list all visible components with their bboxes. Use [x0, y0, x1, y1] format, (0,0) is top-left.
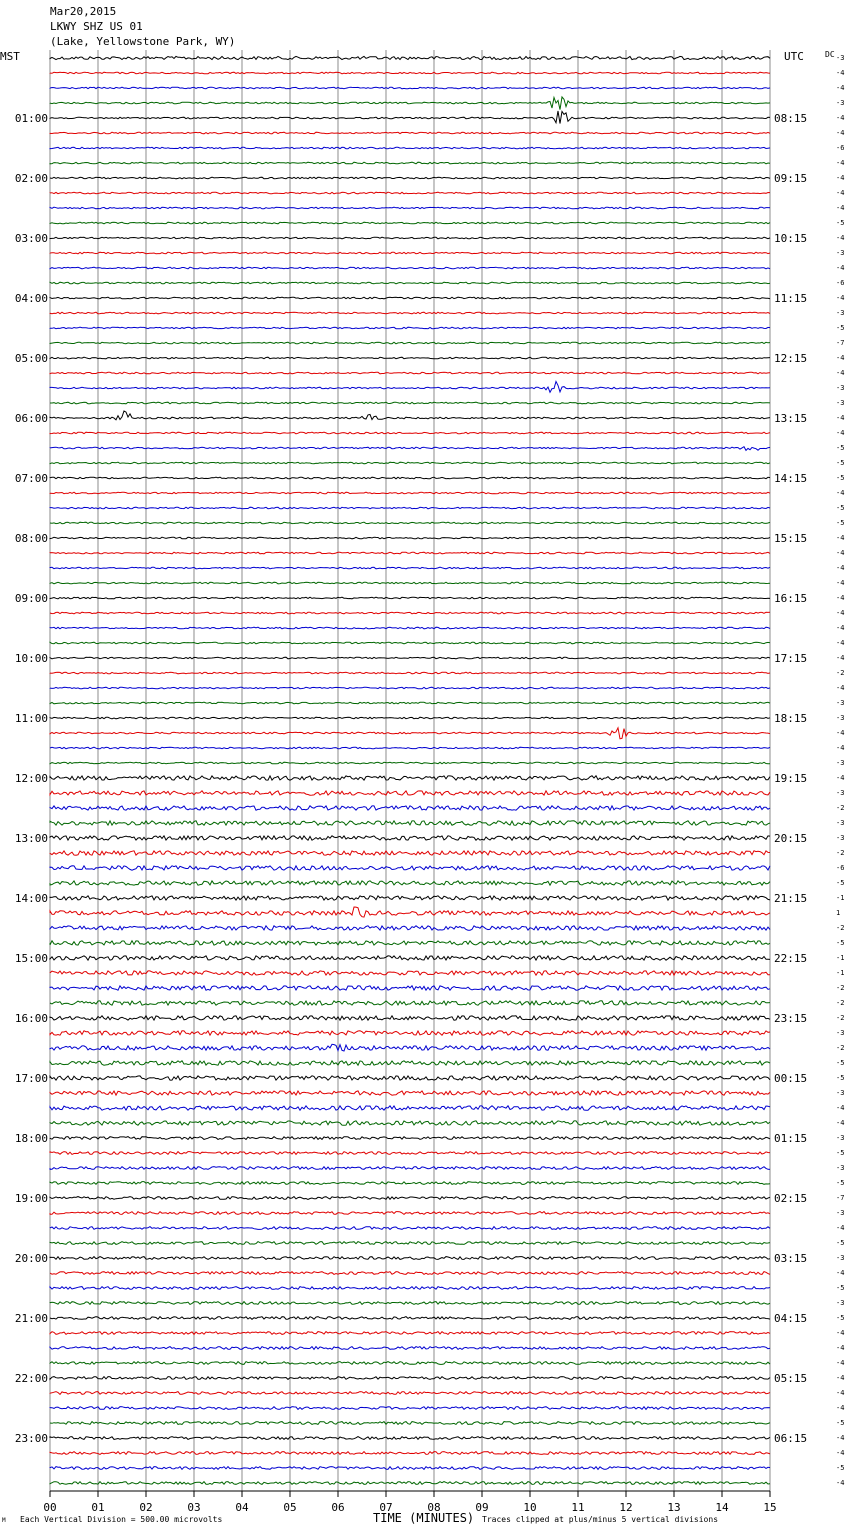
trace-59	[50, 926, 770, 930]
trace-24	[50, 402, 770, 404]
left-hour-label-1: 01:00	[14, 112, 48, 125]
left-hour-label-2: 02:00	[14, 172, 48, 185]
dc-offset-83: -5	[836, 1284, 845, 1292]
axis-labels	[15, 54, 845, 1514]
right-hour-label-12: 19:15	[774, 772, 808, 785]
right-hour-label-21: 04:15	[774, 1312, 808, 1325]
dc-offset-77: -7	[836, 1194, 845, 1202]
dc-offset-72: -4	[836, 1119, 845, 1127]
trace-79	[50, 1227, 770, 1230]
trace-32	[50, 522, 770, 524]
dc-offset-18: -3	[836, 309, 845, 317]
dc-offset-56: -5	[836, 879, 845, 887]
trace-66	[50, 1031, 770, 1035]
dc-offset-26: -4	[836, 429, 845, 437]
dc-offset-21: -4	[836, 354, 845, 362]
dc-offset-54: -2	[836, 849, 845, 857]
dc-offset-49: -4	[836, 774, 845, 782]
dc-offset-43: -4	[836, 684, 845, 692]
right-hour-label-2: 09:15	[774, 172, 808, 185]
trace-15	[50, 267, 770, 269]
dc-offset-6: -4	[836, 129, 845, 137]
trace-51	[50, 806, 770, 810]
corner-mark: M	[2, 1517, 6, 1524]
trace-36	[50, 582, 770, 584]
left-hour-label-13: 13:00	[14, 832, 48, 845]
trace-49	[50, 776, 770, 780]
trace-93	[50, 1437, 770, 1440]
dc-offset-10: -4	[836, 189, 845, 197]
trace-87	[50, 1347, 770, 1350]
trace-29	[50, 477, 770, 479]
left-hour-label-12: 12:00	[14, 772, 48, 785]
right-hour-label-5: 12:15	[774, 352, 808, 365]
header-location: (Lake, Yellowstone Park, WY)	[50, 35, 236, 48]
dc-offset-75: -3	[836, 1164, 845, 1172]
dc-offset-15: -4	[836, 264, 845, 272]
trace-91	[50, 1407, 770, 1410]
dc-offset-62: -1	[836, 969, 845, 977]
right-hour-label-15: 22:15	[774, 952, 808, 965]
right-hour-label-8: 15:15	[774, 532, 808, 545]
dc-offset-90: -4	[836, 1389, 845, 1397]
dc-offset-89: -4	[836, 1374, 845, 1382]
dc-offset-71: -4	[836, 1104, 845, 1112]
dc-offset-40: -4	[836, 639, 845, 647]
right-timezone-label: UTC	[784, 50, 804, 63]
dc-offset-58: 1	[836, 909, 841, 917]
dc-offset-28: -5	[836, 459, 845, 467]
dc-offset-4: -3	[836, 99, 845, 107]
dc-offset-13: -4	[836, 234, 845, 242]
right-hour-label-3: 10:15	[774, 232, 808, 245]
trace-50	[50, 791, 770, 795]
trace-71	[50, 1106, 770, 1110]
trace-42	[50, 672, 770, 674]
trace-68	[50, 1061, 770, 1065]
trace-74	[50, 1152, 770, 1155]
right-hour-label-23: 06:15	[774, 1432, 808, 1445]
x-tick-label-14: 14	[715, 1501, 729, 1514]
dc-offset-63: -2	[836, 984, 845, 992]
dc-offset-38: -4	[836, 609, 845, 617]
trace-1	[50, 56, 770, 59]
trace-25	[50, 411, 770, 420]
x-tick-label-08: 08	[427, 1501, 441, 1514]
dc-offset-68: -5	[836, 1059, 845, 1067]
trace-37	[50, 597, 770, 599]
dc-offset-88: -4	[836, 1359, 845, 1367]
x-axis-title: TIME (MINUTES)	[373, 1511, 475, 1525]
trace-65	[50, 1016, 770, 1020]
trace-43	[50, 687, 770, 689]
dc-offset-44: -3	[836, 699, 845, 707]
trace-54	[50, 851, 770, 855]
dc-offset-53: -3	[836, 834, 845, 842]
trace-90	[50, 1392, 770, 1395]
trace-88	[50, 1362, 770, 1365]
dc-offset-16: -6	[836, 279, 845, 287]
dc-offset-96: -4	[836, 1479, 845, 1487]
trace-16	[50, 282, 770, 284]
left-hour-label-6: 06:00	[14, 412, 48, 425]
trace-95	[50, 1467, 770, 1470]
trace-67	[50, 1044, 770, 1051]
dc-offset-24: -3	[836, 399, 845, 407]
dc-offset-93: -4	[836, 1434, 845, 1442]
dc-offset-1: -3	[836, 54, 845, 62]
dc-offset-14: -3	[836, 249, 845, 257]
trace-8	[50, 162, 770, 164]
dc-offset-57: -1	[836, 894, 845, 902]
trace-11	[50, 207, 770, 209]
x-tick-label-03: 03	[187, 1501, 201, 1514]
right-hour-label-4: 11:15	[774, 292, 808, 305]
left-hour-label-5: 05:00	[14, 352, 48, 365]
left-timezone-label: MST	[0, 50, 20, 63]
dc-offset-42: -2	[836, 669, 845, 677]
trace-92	[50, 1422, 770, 1425]
dc-offset-60: -5	[836, 939, 845, 947]
x-tick-label-05: 05	[283, 1501, 297, 1514]
right-hour-label-19: 02:15	[774, 1192, 808, 1205]
trace-77	[50, 1197, 770, 1200]
trace-17	[50, 297, 770, 299]
clip-note: Traces clipped at plus/minus 5 vertical divisions	[482, 1515, 719, 1524]
dc-offset-82: -4	[836, 1269, 845, 1277]
trace-55	[50, 866, 770, 870]
dc-offset-11: -4	[836, 204, 845, 212]
dc-offset-65: -2	[836, 1014, 845, 1022]
right-hour-label-14: 21:15	[774, 892, 808, 905]
dc-offset-78: -3	[836, 1209, 845, 1217]
trace-27	[50, 447, 770, 451]
dc-offset-95: -5	[836, 1464, 845, 1472]
dc-offset-91: -4	[836, 1404, 845, 1412]
trace-89	[50, 1377, 770, 1380]
right-hour-label-13: 20:15	[774, 832, 808, 845]
dc-offset-67: -2	[836, 1044, 845, 1052]
trace-18	[50, 312, 770, 314]
dc-offset-31: -5	[836, 504, 845, 512]
trace-60	[50, 941, 770, 945]
dc-offset-61: -1	[836, 954, 845, 962]
dc-offset-5: -4	[836, 114, 845, 122]
trace-21	[50, 357, 770, 359]
right-hour-label-20: 03:15	[774, 1252, 808, 1265]
dc-offset-47: -4	[836, 744, 845, 752]
left-hour-label-8: 08:00	[14, 532, 48, 545]
vertical-division-note: Each Vertical Division = 500.00 microvolts	[20, 1515, 223, 1524]
x-tick-label-11: 11	[571, 1501, 585, 1514]
x-tick-label-02: 02	[139, 1501, 153, 1514]
dc-offset-45: -3	[836, 714, 845, 722]
x-tick-label-10: 10	[523, 1501, 537, 1514]
x-tick-label-12: 12	[619, 1501, 633, 1514]
trace-96	[50, 1482, 770, 1485]
trace-30	[50, 492, 770, 494]
dc-offset-69: -5	[836, 1074, 845, 1082]
dc-offset-59: -2	[836, 924, 845, 932]
trace-9	[50, 177, 770, 179]
trace-4	[50, 97, 770, 110]
dc-offset-2: -4	[836, 69, 845, 77]
dc-offset-39: -4	[836, 624, 845, 632]
dc-offset-55: -6	[836, 864, 845, 872]
dc-offset-85: -5	[836, 1314, 845, 1322]
trace-81	[50, 1257, 770, 1260]
trace-47	[50, 747, 770, 749]
left-hour-label-19: 19:00	[14, 1192, 48, 1205]
dc-offset-3: -4	[836, 84, 845, 92]
trace-58	[50, 907, 770, 917]
dc-offset-22: -4	[836, 369, 845, 377]
trace-78	[50, 1212, 770, 1215]
dc-offset-48: -3	[836, 759, 845, 767]
header-station: LKWY SHZ US 01	[50, 20, 143, 33]
dc-offset-52: -3	[836, 819, 845, 827]
trace-33	[50, 537, 770, 539]
trace-52	[50, 821, 770, 825]
trace-35	[50, 567, 770, 569]
right-hour-label-11: 18:15	[774, 712, 808, 725]
trace-19	[50, 327, 770, 329]
dc-offset-74: -5	[836, 1149, 845, 1157]
trace-56	[50, 881, 770, 885]
dc-offset-81: -3	[836, 1254, 845, 1262]
dc-offset-70: -3	[836, 1089, 845, 1097]
dc-offset-36: -4	[836, 579, 845, 587]
left-hour-label-20: 20:00	[14, 1252, 48, 1265]
dc-label: DC	[825, 50, 835, 59]
trace-3	[50, 87, 770, 89]
dc-offset-76: -5	[836, 1179, 845, 1187]
right-hour-label-6: 13:15	[774, 412, 808, 425]
trace-85	[50, 1317, 770, 1320]
dc-offset-64: -2	[836, 999, 845, 1007]
dc-offset-34: -4	[836, 549, 845, 557]
dc-offset-32: -5	[836, 519, 845, 527]
x-tick-label-06: 06	[331, 1501, 345, 1514]
dc-offset-29: -5	[836, 474, 845, 482]
left-hour-label-18: 18:00	[14, 1132, 48, 1145]
trace-73	[50, 1137, 770, 1140]
x-tick-label-04: 04	[235, 1501, 249, 1514]
left-hour-label-23: 23:00	[14, 1432, 48, 1445]
dc-offset-46: -4	[836, 729, 845, 737]
right-hour-label-18: 01:15	[774, 1132, 808, 1145]
dc-offset-35: -4	[836, 564, 845, 572]
trace-26	[50, 432, 770, 434]
dc-offset-25: -4	[836, 414, 845, 422]
dc-offset-79: -4	[836, 1224, 845, 1232]
trace-14	[50, 252, 770, 254]
right-hour-label-1: 08:15	[774, 112, 808, 125]
seismic-traces	[50, 56, 770, 1484]
trace-12	[50, 222, 770, 224]
dc-offset-8: -4	[836, 159, 845, 167]
dc-offset-27: -5	[836, 444, 845, 452]
x-tick-label-13: 13	[667, 1501, 681, 1514]
right-hour-label-10: 17:15	[774, 652, 808, 665]
trace-13	[50, 237, 770, 239]
trace-6	[50, 132, 770, 134]
dc-offset-30: -4	[836, 489, 845, 497]
x-tick-label-07: 07	[379, 1501, 393, 1514]
left-hour-label-9: 09:00	[14, 592, 48, 605]
trace-28	[50, 462, 770, 464]
trace-69	[50, 1076, 770, 1080]
trace-22	[50, 372, 770, 374]
x-tick-label-01: 01	[91, 1501, 105, 1514]
dc-offset-51: -2	[836, 804, 845, 812]
left-hour-label-22: 22:00	[14, 1372, 48, 1385]
trace-10	[50, 192, 770, 194]
trace-75	[50, 1167, 770, 1170]
left-hour-label-14: 14:00	[14, 892, 48, 905]
left-hour-label-21: 21:00	[14, 1312, 48, 1325]
dc-offset-41: -4	[836, 654, 845, 662]
trace-76	[50, 1182, 770, 1185]
trace-41	[50, 657, 770, 659]
left-hour-label-10: 10:00	[14, 652, 48, 665]
dc-offset-12: -5	[836, 219, 845, 227]
trace-70	[50, 1091, 770, 1095]
dc-offset-66: -3	[836, 1029, 845, 1037]
trace-31	[50, 507, 770, 509]
left-hour-label-15: 15:00	[14, 952, 48, 965]
dc-offset-23: -3	[836, 384, 845, 392]
left-hour-label-3: 03:00	[14, 232, 48, 245]
x-tick-label-09: 09	[475, 1501, 489, 1514]
trace-39	[50, 627, 770, 629]
right-hour-label-22: 05:15	[774, 1372, 808, 1385]
x-tick-label-15: 15	[763, 1501, 777, 1514]
trace-5	[50, 111, 770, 124]
trace-63	[50, 986, 770, 990]
trace-83	[50, 1287, 770, 1290]
dc-offset-19: -5	[836, 324, 845, 332]
dc-offset-73: -3	[836, 1134, 845, 1142]
left-hour-label-17: 17:00	[14, 1072, 48, 1085]
header-date: Mar20,2015	[50, 5, 117, 18]
trace-64	[50, 1001, 770, 1005]
dc-offset-80: -5	[836, 1239, 845, 1247]
x-tick-label-00: 00	[43, 1501, 57, 1514]
trace-82	[50, 1272, 770, 1275]
left-hour-label-16: 16:00	[14, 1012, 48, 1025]
dc-offset-9: -4	[836, 174, 845, 182]
dc-offset-50: -3	[836, 789, 845, 797]
dc-offset-87: -4	[836, 1344, 845, 1352]
left-hour-label-4: 04:00	[14, 292, 48, 305]
trace-80	[50, 1242, 770, 1245]
left-hour-label-11: 11:00	[14, 712, 48, 725]
trace-2	[50, 72, 770, 74]
dc-offset-37: -4	[836, 594, 845, 602]
trace-57	[50, 896, 770, 900]
trace-7	[50, 147, 770, 149]
right-hour-label-16: 23:15	[774, 1012, 808, 1025]
trace-34	[50, 552, 770, 554]
dc-offset-94: -4	[836, 1449, 845, 1457]
dc-offset-7: -6	[836, 144, 845, 152]
left-hour-label-7: 07:00	[14, 472, 48, 485]
dc-offset-33: -4	[836, 534, 845, 542]
right-hour-label-17: 00:15	[774, 1072, 808, 1085]
right-hour-label-7: 14:15	[774, 472, 808, 485]
dc-offset-86: -4	[836, 1329, 845, 1337]
right-hour-label-9: 16:15	[774, 592, 808, 605]
trace-84	[50, 1302, 770, 1305]
trace-45	[50, 717, 770, 719]
trace-44	[50, 702, 770, 704]
trace-23	[50, 382, 770, 393]
trace-72	[50, 1121, 770, 1125]
dc-offset-92: -5	[836, 1419, 845, 1427]
trace-86	[50, 1332, 770, 1335]
trace-62	[50, 971, 770, 975]
trace-38	[50, 612, 770, 614]
trace-53	[50, 836, 770, 840]
trace-46	[50, 728, 770, 739]
trace-61	[50, 956, 770, 960]
trace-94	[50, 1452, 770, 1455]
trace-20	[50, 342, 770, 344]
dc-offset-20: -7	[836, 339, 845, 347]
dc-offset-84: -3	[836, 1299, 845, 1307]
trace-48	[50, 762, 770, 764]
trace-40	[50, 642, 770, 644]
dc-offset-17: -4	[836, 294, 845, 302]
